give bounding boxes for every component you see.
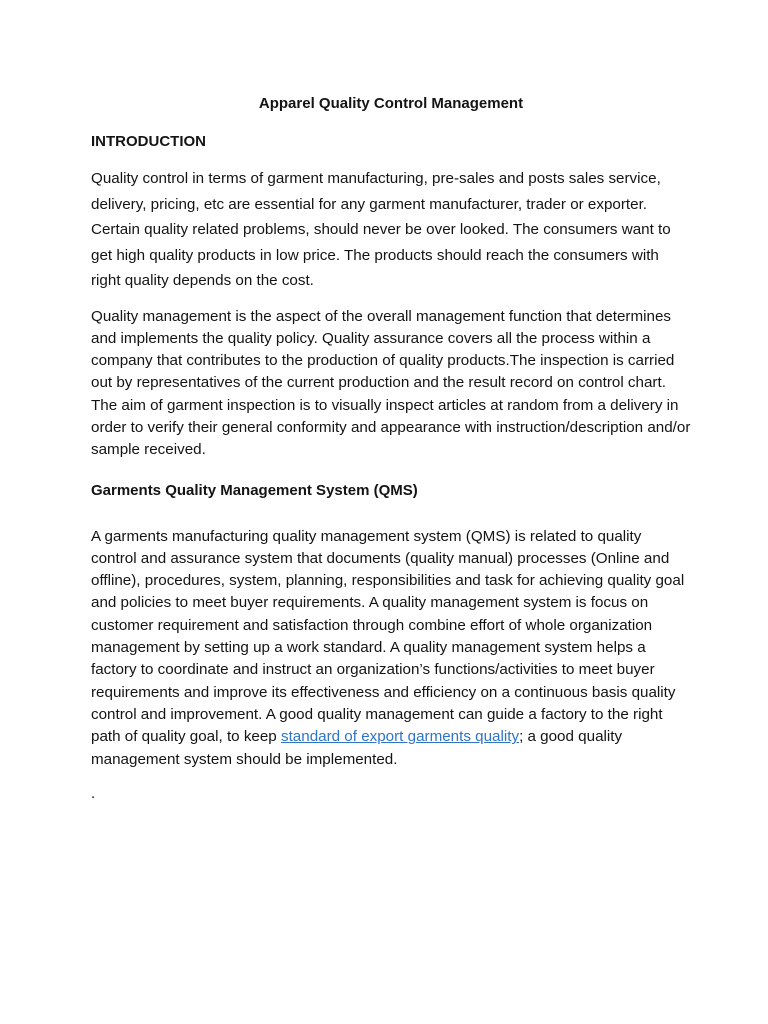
- qms-paragraph: [91, 526, 691, 771]
- intro-paragraph: Quality control in terms of garment manufacturing, pre-sales and posts sales service, delivery, pricing, etc are essential for any garment manufacturer, trader or exporter. Certain quality related problems, should never be over looked. The consumers want to get high quality products in low price. The products should reach the consumers with right quality depends on the cost.: [91, 170, 671, 289]
- qms-heading: Garments Quality Management System (QMS): [91, 481, 418, 499]
- qms-paragraph-text-after-link: ; a good quality management system should be implemented.: [91, 728, 623, 768]
- quality-management-paragraph: Quality management is the aspect of the overall management function that determines and implements the quality policy. Quality assurance covers all the process within a company that contributes to the production of quality products.The inspection is carried out by representatives of the current production and the result record on control chart. The aim of garment inspection is to visually inspect articles at random from a delivery in order to verify their general conformity and appearance with instruction/description and/or sample received.: [91, 307, 691, 459]
- document-title: Apparel Quality Control Management: [258, 95, 524, 112]
- qms-paragraph-text-before-link: A garments manufacturing quality management system (QMS) is related to quality control and assurance system that documents (quality manual) processes (Online and offline), procedures, system, planning, responsibilities and task for achieving quality goal and policies to meet buyer requirements. A quality management system is focus on customer requirement and satisfaction through combine effort of whole organization management by setting up a work standard. A quality management system helps a factory to coordinate and instruct an organization’s functions/activities to meet buyer requirements and improve its effectiveness and efficiency on a continuous basis quality control and improvement. A good quality management can guide a factory to the right path of quality goal, to keep: [91, 527, 685, 746]
- document-body: [91, 93, 691, 805]
- trailing-dot: .: [91, 784, 96, 802]
- introduction-heading: INTRODUCTION: [91, 133, 206, 150]
- export-quality-link[interactable]: standard of export garments quality: [280, 728, 520, 746]
